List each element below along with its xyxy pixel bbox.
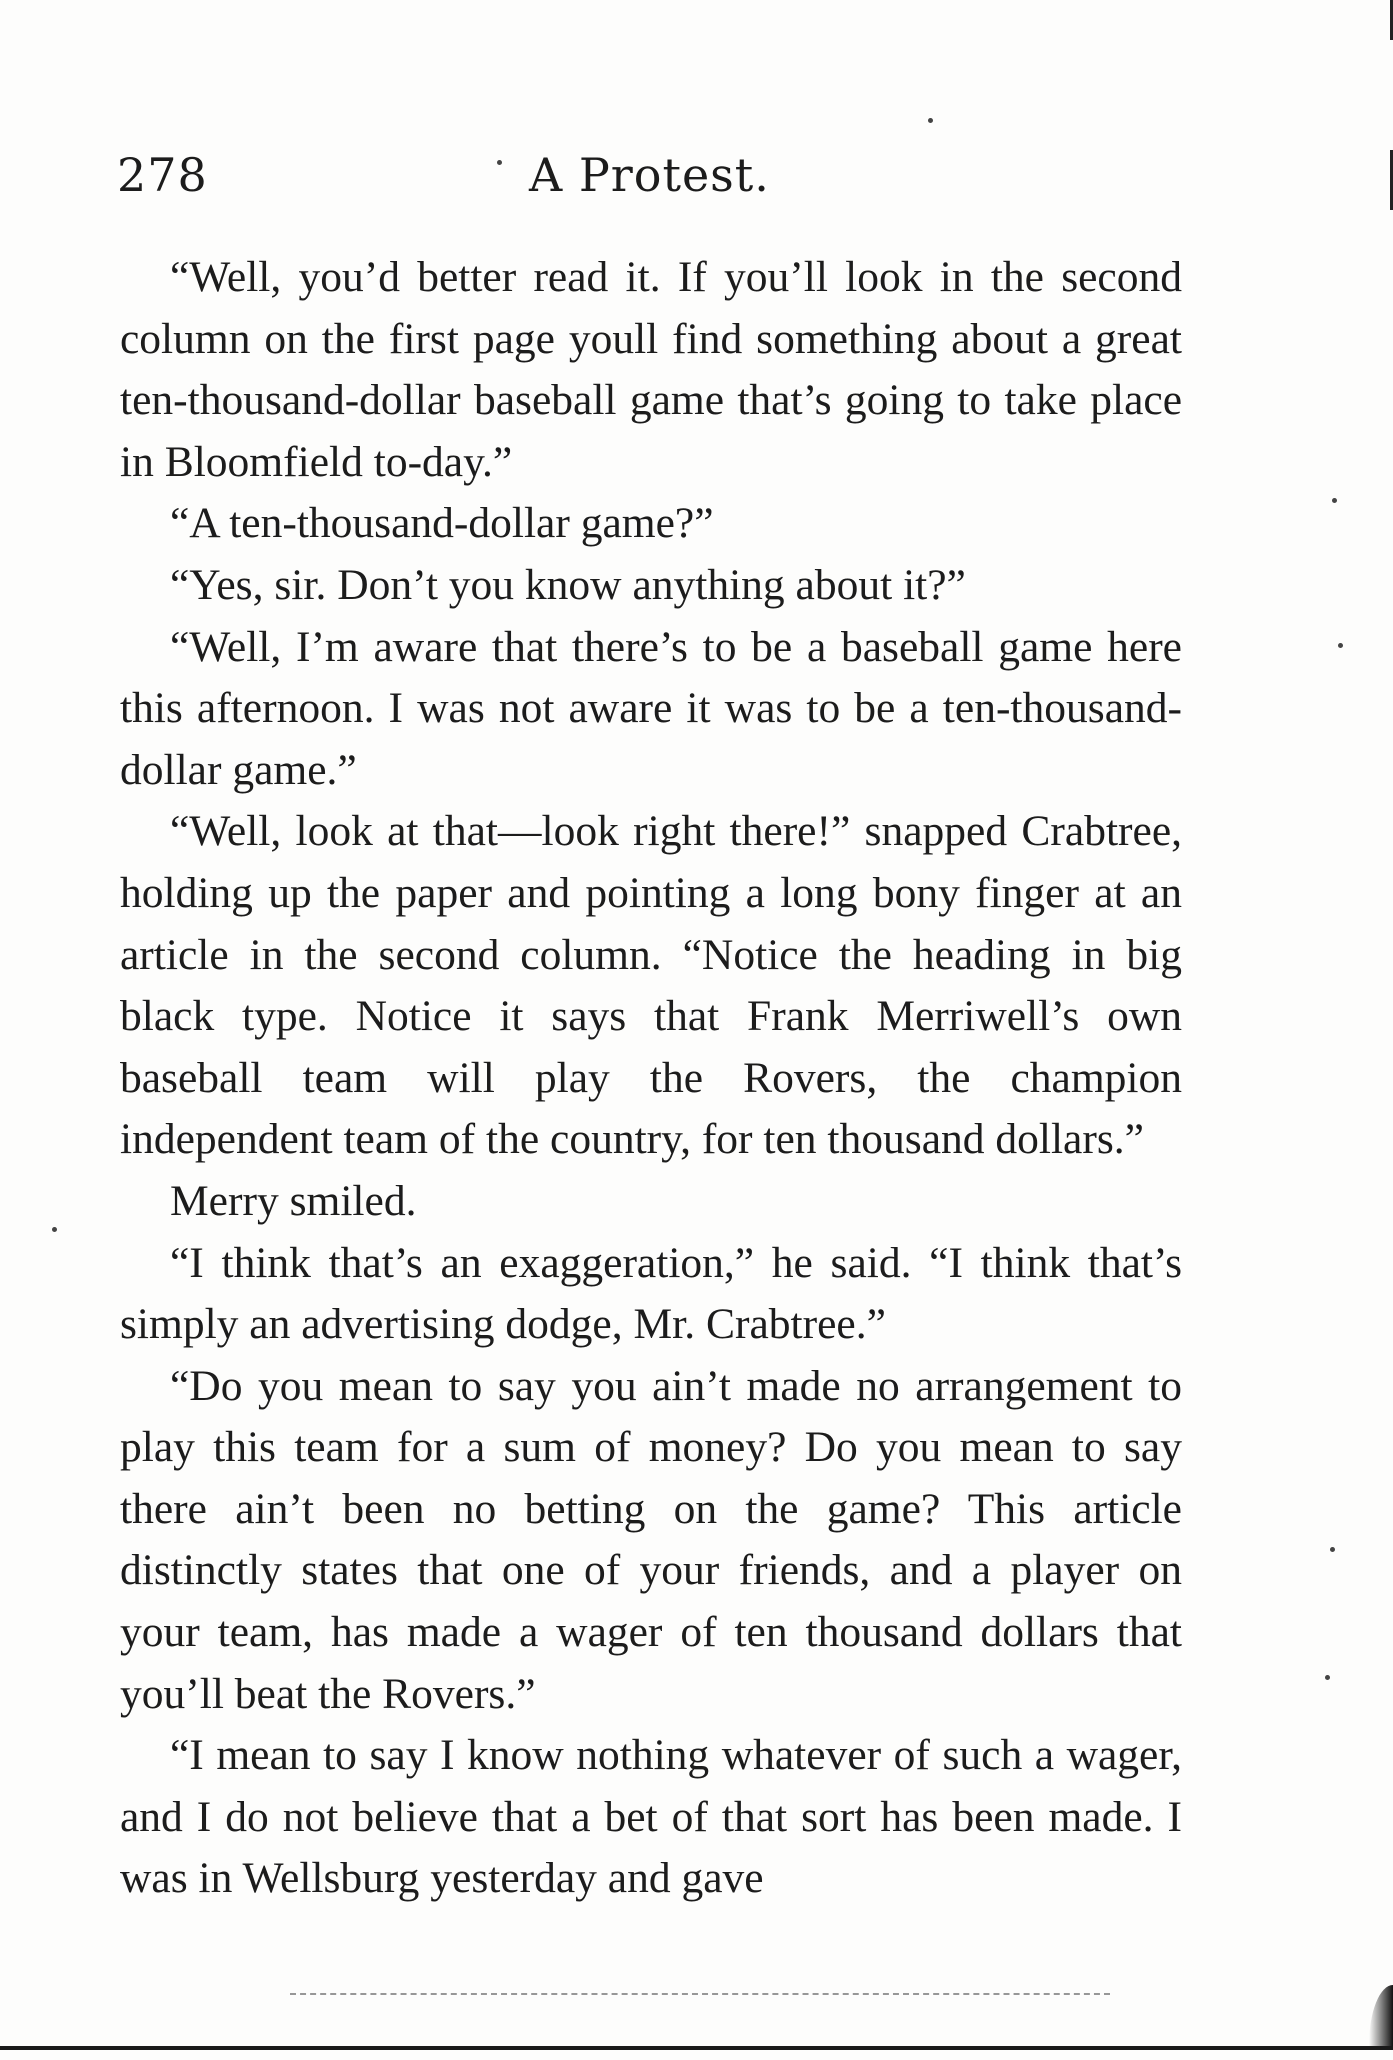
footer-smudge xyxy=(290,1993,1110,2001)
paragraph: “Do you mean to say you ain’t made no arrangement to play this team for a sum of money? Do you mean to say there ain’t been no betting on the game? This article distinctly states that one of your friends, and a player on your team, has made a wager of ten thousand dollars that you’ll beat the Rovers.” xyxy=(120,1361,1182,1718)
scan-speck xyxy=(1338,643,1343,648)
body-text xyxy=(120,247,1182,1910)
paragraph: “Yes, sir. Don’t you know anything about it?” xyxy=(170,560,966,609)
running-title: A Protest. xyxy=(529,148,770,202)
paragraph: “Well, I’m aware that there’s to be a baseball game here this afternoon. I was not aware it was to be a ten-thousand-dollar game.” xyxy=(120,622,1182,794)
scan-speck xyxy=(1325,1675,1330,1680)
paragraph: Merry smiled. xyxy=(170,1176,417,1225)
scan-speck xyxy=(52,1227,57,1232)
paragraph: “I mean to say I know nothing whatever of such a wager, and I do not believe that a bet of that sort has been made. I was in Wellsburg yesterday and gave xyxy=(120,1731,1182,1903)
page-header xyxy=(117,148,1177,218)
page-number: 278 xyxy=(117,148,208,202)
paragraph: “Well, look at that—look right there!” snapped Crabtree, holding up the paper and pointing a long bony finger at an article in the second column. “Notice the heading in big black type. Notice it says that Frank Merriwell’s own baseball team will play the Rovers, the champion independent team of the country, for ten thousand dollars.” xyxy=(120,807,1182,1164)
scan-speck xyxy=(1330,1547,1335,1552)
scan-speck xyxy=(928,118,933,123)
page-corner-shadow xyxy=(1369,1985,1393,2050)
paragraph: “Well, you’d better read it. If you’ll look in the second column on the first page youll find something about a great ten-thousand-dollar baseball game that’s going to take place in Bloomfield to-day.” xyxy=(120,253,1182,486)
scan-speck xyxy=(497,160,502,165)
page-bottom-edge xyxy=(0,2046,1393,2050)
paragraph: “A ten-thousand-dollar game?” xyxy=(170,499,714,548)
scan-speck xyxy=(1332,498,1337,503)
paragraph: “I think that’s an exaggeration,” he said. “I think that’s simply an advertising dodge, Mr. Crabtree.” xyxy=(120,1238,1182,1349)
